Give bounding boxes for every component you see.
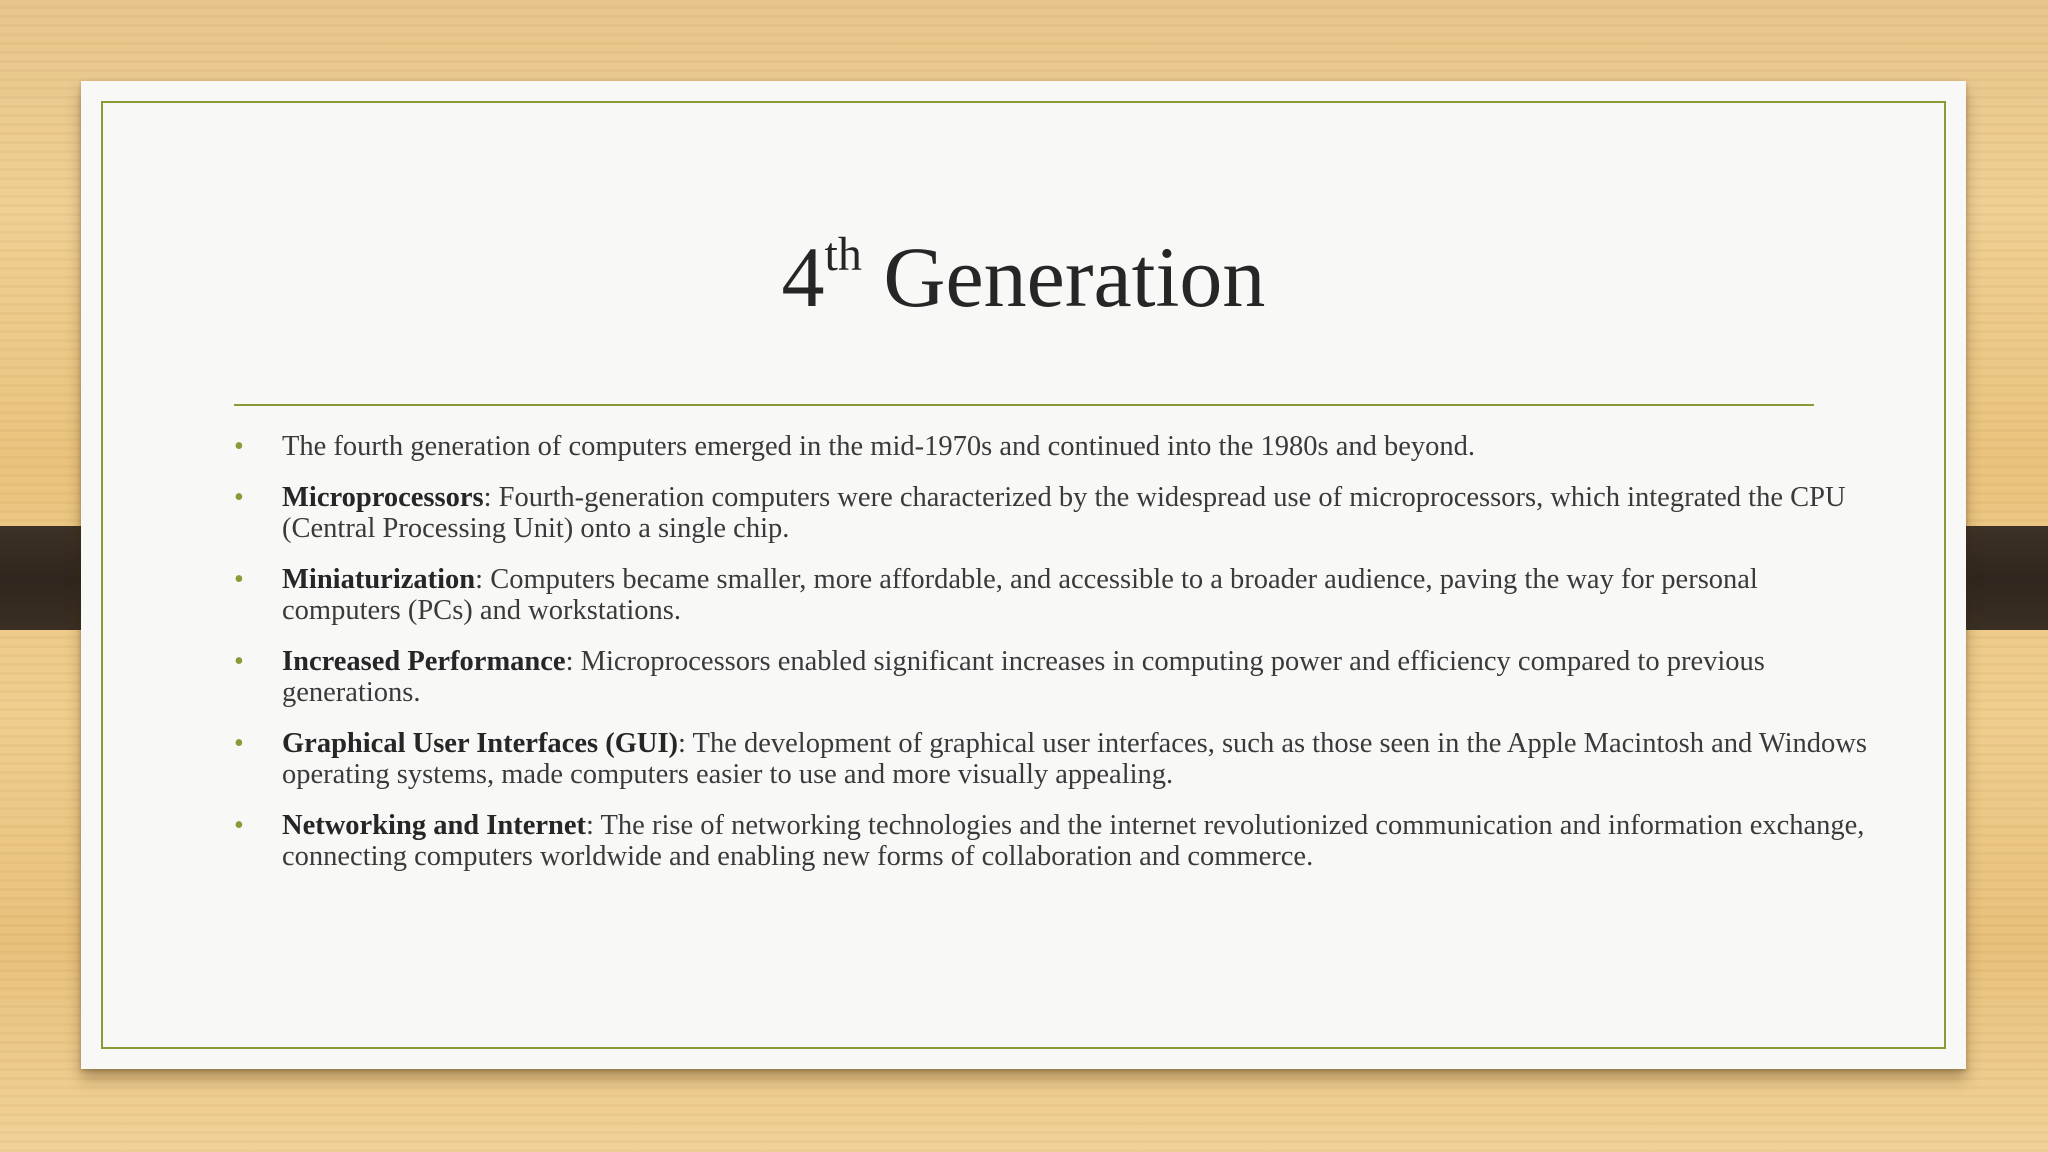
bullet-dot-icon: • — [234, 482, 244, 513]
bullet-dot-icon: • — [234, 564, 244, 595]
bullet-term: Graphical User Interfaces (GUI) — [282, 728, 679, 759]
bullet-text: : Microprocessors enabled significant increases in computing power and efficiency compared to previous generations. — [282, 646, 1765, 708]
bullet-dot-icon: • — [234, 431, 244, 462]
bullet-dot-icon: • — [234, 728, 244, 759]
bullet-list — [234, 431, 1874, 892]
bullet-dot-icon: • — [234, 646, 244, 677]
title-text: Generation — [883, 229, 1266, 325]
bullet-term: Increased Performance — [282, 646, 566, 677]
bullet-text: : The development of graphical user interfaces, such as those seen in the Apple Macintosh and Windows operating systems, made computers easier to use and more visually appealing. — [282, 728, 1867, 790]
bullet-text: : Computers became smaller, more affordable, and accessible to a broader audience, paving the way for personal computers (PCs) and workstations. — [282, 564, 1758, 626]
bullet-item — [234, 431, 1874, 462]
bullet-text: : The rise of networking technologies and the internet revolutionized communication and information exchange, connecting computers worldwide and enabling new forms of collaboration and commerce. — [282, 810, 1865, 872]
bullet-item — [234, 728, 1874, 790]
bullet-item — [234, 564, 1874, 626]
bullet-dot-icon: • — [234, 810, 244, 841]
title-superscript: th — [824, 228, 862, 281]
title-number: 4 — [781, 229, 825, 325]
bullet-text: The fourth generation of computers emerged in the mid-1970s and continued into the 1980s and beyond. — [282, 431, 1476, 462]
slide-title — [81, 226, 1966, 329]
bullet-item — [234, 810, 1874, 872]
bullet-term: Microprocessors — [282, 482, 484, 513]
bullet-term: Networking and Internet — [282, 810, 586, 841]
bullet-item — [234, 482, 1874, 544]
slide-card — [81, 81, 1966, 1069]
bullet-text: : Fourth-generation computers were characterized by the widespread use of microprocessors, which integrated the CPU (Central Processing Unit) onto a single chip. — [282, 482, 1846, 544]
bullet-item — [234, 646, 1874, 708]
title-divider — [234, 404, 1814, 406]
bullet-term: Miniaturization — [282, 564, 476, 595]
